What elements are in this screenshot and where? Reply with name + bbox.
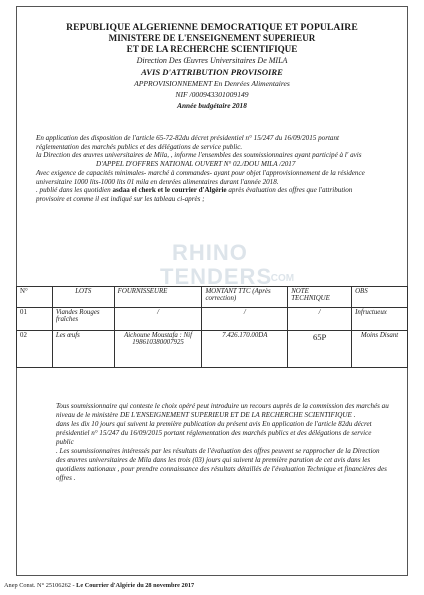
ministry-heading-2: ET DE LA RECHERCHE SCIENTIFIQUE: [126, 44, 298, 54]
publication-footer: [4, 582, 194, 589]
col-header-lots: LOTS: [52, 287, 114, 308]
intro-text: [36, 134, 382, 204]
cell-note: /: [288, 308, 352, 331]
cell-obs: Infructueux: [352, 308, 408, 331]
notice-subtitle: APPROVISIONNEMENT En Denrées Alimentaires: [134, 79, 290, 88]
appeal-paragraph-2: dans les dix 10 jours qui suivent la première publication du présent avis En application de l'article 82du décret présidentiel n° 15/247 du 16/09/2015 portant réglementation des marchés publics et des délégations de service public: [56, 420, 372, 446]
appeal-paragraph-1: Tous soumissionnaire qui conteste le choix opéré peut introduire un recours auprès de la commission des marchés au niveau de le ministère DE L'ENSEIGNEMENT SUPERIEUR ET DE LA RECHERCHE SCIENTIFIQUE .: [56, 402, 389, 419]
col-header-amount: MONTANT TTC (Après correction): [202, 287, 288, 308]
anep-reference: Anep Const. N° 25106262 -: [4, 582, 77, 589]
cell-note: 65P: [288, 331, 352, 368]
cell-lot: Viandes Rouges fraîches: [52, 308, 114, 331]
cell-number: 02: [17, 331, 53, 368]
col-header-obs: OBS: [352, 287, 408, 308]
cell-supplier: /: [114, 308, 202, 331]
appeal-paragraph-3: . Les soumissionnaires intéressés par les résultats de l'évaluation des offres peuvent se rapprocher de la Direction des œuvres universitaires de Mila dans les trois (03) jours qui suivent la première parution de cet avis dans les quotidiens nationaux , pour prendre connaissance des résultats détaillés de l'évaluation Technique et financières des offres .: [56, 447, 387, 482]
watermark-bottom: TENDERS: [160, 264, 273, 289]
publication-prefix: . publié dans les quotidien: [36, 186, 113, 195]
table-row: [17, 331, 408, 368]
newspaper-names: asdaa el cherk et le courrier d'Algérie: [112, 186, 227, 195]
cell-obs: Moins Disant: [352, 331, 408, 368]
watermark-suffix: .COM: [268, 273, 295, 284]
notice-title: AVIS D'ATTRIBUTION PROVISOIRE: [141, 67, 283, 77]
cell-lot: Les œufs: [52, 331, 114, 368]
table-header-row: [17, 287, 408, 308]
intro-paragraph-4: Avec exigence de capacités minimales- marché à commandes- ayant pour objet l'approvisionnement de la résidence universitaire 1000 lits-1000 lits 01 mila en denrées alimentaires durant l'année 2018.: [36, 168, 365, 186]
cell-number: 01: [17, 308, 53, 331]
col-header-note: NOTE TECHNIQUE: [288, 287, 352, 308]
ministry-heading: MINISTERE DE L'ENSEIGNEMENT SUPERIEUR: [108, 33, 316, 43]
tender-reference: D'APPEL D'OFFRES NATIONAL OUVERT N° 02./DOU MILA /2017: [96, 160, 296, 169]
col-header-number: N°: [17, 287, 53, 308]
intro-paragraph-1: En application des disposition de l'article 65-72-82du décret présidentiel n° 15/247 du 16/09/2015 portant réglementation des marchés publics et des délégations de service public.: [36, 134, 339, 151]
publication-suffix: après évaluation des offres que l'attribution provisoire et comme il est indiqué sur les tableau ci-après ;: [36, 186, 353, 203]
appeal-text: [56, 402, 390, 483]
cell-amount: 7.426.170.00DA: [202, 331, 288, 368]
direction-heading: Direction Des Œuvres Universitaires De MILA: [136, 56, 288, 65]
watermark-top: RHINO: [172, 240, 248, 265]
table-row: [17, 308, 408, 331]
attribution-table: [16, 286, 408, 368]
col-header-supplier: FOURNISSEURE: [114, 287, 202, 308]
cell-amount: /: [202, 308, 288, 331]
budget-year: Année budgétaire 2018: [177, 101, 247, 110]
intro-paragraph-2: la Direction des œuvres universitaires de Mila, , informe l'ensembles des soumissionnaires ayant participé à l' avis: [36, 151, 362, 160]
newspaper-date: Le Courrier d'Algérie du 28 novembre 2017: [76, 582, 195, 589]
intro-paragraph-5: [36, 186, 382, 203]
republic-heading: REPUBLIQUE ALGERIENNE DEMOCRATIQUE ET POPULAIRE: [66, 22, 358, 33]
cell-supplier: Aichoune Moustafa : Nif 198610380007925: [114, 331, 202, 368]
nif-number: NIF /000943301009149: [175, 90, 249, 99]
